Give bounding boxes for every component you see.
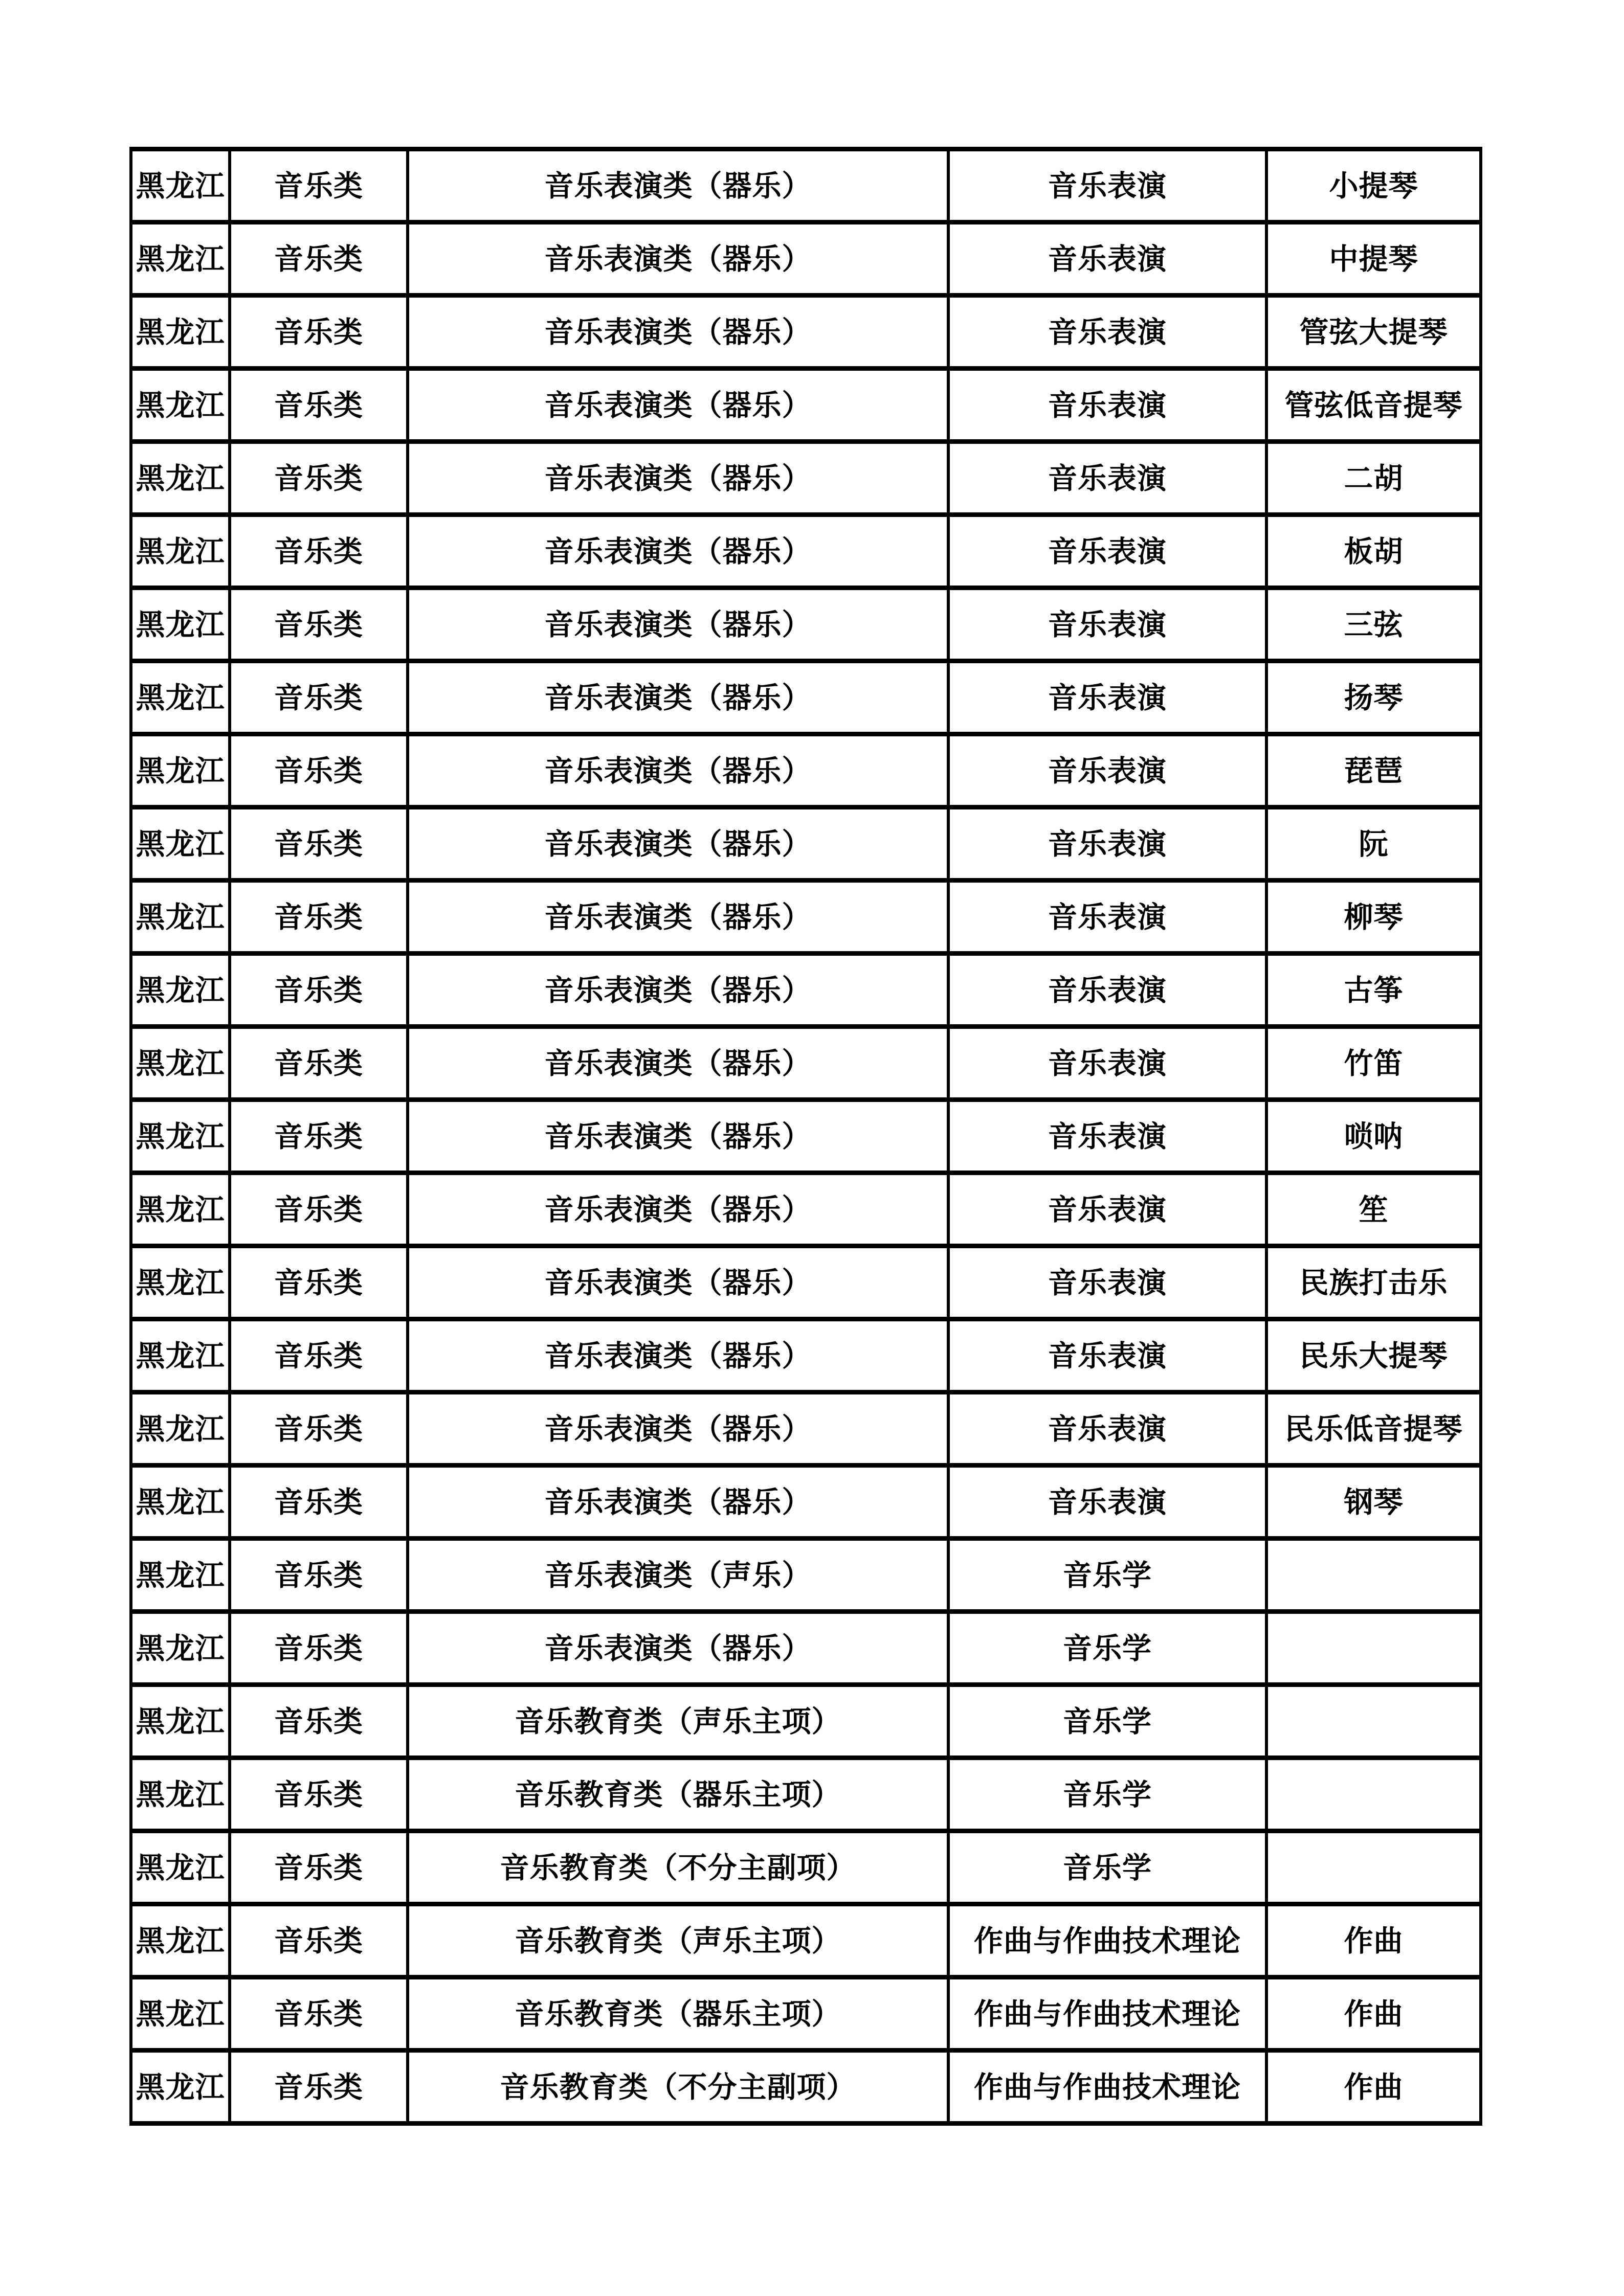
cell-direction: 小提琴	[1266, 149, 1481, 222]
table-row	[131, 1466, 1481, 1539]
cell-direction	[1266, 1758, 1481, 1831]
cell-direction	[1266, 1612, 1481, 1685]
cell-exam_type: 音乐表演类（器乐）	[408, 1100, 948, 1173]
table-row	[131, 442, 1481, 515]
cell-major: 音乐表演	[948, 515, 1266, 588]
cell-province: 黑龙江	[131, 369, 230, 442]
cell-direction: 板胡	[1266, 515, 1481, 588]
cell-category: 音乐类	[230, 369, 408, 442]
cell-major: 音乐表演	[948, 369, 1266, 442]
cell-exam_type: 音乐教育类（不分主副项）	[408, 2051, 948, 2124]
cell-direction: 民乐低音提琴	[1266, 1392, 1481, 1466]
cell-direction	[1266, 1539, 1481, 1612]
table-row	[131, 149, 1481, 222]
cell-category: 音乐类	[230, 1685, 408, 1758]
cell-major: 音乐表演	[948, 661, 1266, 734]
cell-major: 音乐表演	[948, 734, 1266, 807]
cell-exam_type: 音乐表演类（声乐）	[408, 1539, 948, 1612]
cell-exam_type: 音乐教育类（声乐主项）	[408, 1904, 948, 1977]
cell-category: 音乐类	[230, 588, 408, 661]
cell-category: 音乐类	[230, 1466, 408, 1539]
cell-major: 音乐表演	[948, 296, 1266, 369]
cell-province: 黑龙江	[131, 149, 230, 222]
subjects-table-body	[131, 149, 1481, 2124]
cell-major: 音乐学	[948, 1612, 1266, 1685]
cell-category: 音乐类	[230, 1539, 408, 1612]
cell-major: 音乐表演	[948, 1392, 1266, 1466]
cell-category: 音乐类	[230, 1977, 408, 2051]
cell-province: 黑龙江	[131, 1100, 230, 1173]
cell-exam_type: 音乐表演类（器乐）	[408, 1319, 948, 1392]
table-row	[131, 515, 1481, 588]
cell-exam_type: 音乐表演类（器乐）	[408, 1027, 948, 1100]
cell-major: 音乐学	[948, 1831, 1266, 1904]
cell-exam_type: 音乐表演类（器乐）	[408, 661, 948, 734]
cell-direction: 三弦	[1266, 588, 1481, 661]
cell-exam_type: 音乐表演类（器乐）	[408, 881, 948, 954]
cell-direction: 钢琴	[1266, 1466, 1481, 1539]
cell-province: 黑龙江	[131, 1466, 230, 1539]
cell-category: 音乐类	[230, 222, 408, 296]
cell-category: 音乐类	[230, 149, 408, 222]
cell-exam_type: 音乐表演类（器乐）	[408, 588, 948, 661]
cell-category: 音乐类	[230, 661, 408, 734]
cell-province: 黑龙江	[131, 1612, 230, 1685]
cell-direction: 琵琶	[1266, 734, 1481, 807]
cell-direction: 柳琴	[1266, 881, 1481, 954]
cell-direction: 作曲	[1266, 2051, 1481, 2124]
cell-direction: 唢呐	[1266, 1100, 1481, 1173]
cell-major: 音乐表演	[948, 442, 1266, 515]
table-row	[131, 369, 1481, 442]
cell-category: 音乐类	[230, 1246, 408, 1319]
cell-province: 黑龙江	[131, 1831, 230, 1904]
table-row	[131, 1977, 1481, 2051]
table-row	[131, 1612, 1481, 1685]
table-row	[131, 734, 1481, 807]
cell-province: 黑龙江	[131, 222, 230, 296]
cell-category: 音乐类	[230, 442, 408, 515]
cell-category: 音乐类	[230, 1319, 408, 1392]
cell-direction: 阮	[1266, 807, 1481, 881]
cell-direction: 中提琴	[1266, 222, 1481, 296]
cell-direction: 作曲	[1266, 1904, 1481, 1977]
cell-exam_type: 音乐教育类（不分主副项）	[408, 1831, 948, 1904]
table-row	[131, 1685, 1481, 1758]
cell-category: 音乐类	[230, 1904, 408, 1977]
cell-exam_type: 音乐表演类（器乐）	[408, 515, 948, 588]
cell-category: 音乐类	[230, 1758, 408, 1831]
cell-province: 黑龙江	[131, 1539, 230, 1612]
cell-province: 黑龙江	[131, 1904, 230, 1977]
cell-province: 黑龙江	[131, 954, 230, 1027]
cell-direction: 民乐大提琴	[1266, 1319, 1481, 1392]
table-row	[131, 222, 1481, 296]
cell-exam_type: 音乐表演类（器乐）	[408, 369, 948, 442]
cell-province: 黑龙江	[131, 1027, 230, 1100]
cell-major: 音乐表演	[948, 1246, 1266, 1319]
cell-direction: 民族打击乐	[1266, 1246, 1481, 1319]
table-row	[131, 588, 1481, 661]
cell-major: 音乐表演	[948, 1173, 1266, 1246]
cell-category: 音乐类	[230, 1392, 408, 1466]
cell-province: 黑龙江	[131, 296, 230, 369]
table-row	[131, 1831, 1481, 1904]
cell-exam_type: 音乐表演类（器乐）	[408, 1612, 948, 1685]
cell-category: 音乐类	[230, 734, 408, 807]
table-row	[131, 881, 1481, 954]
cell-province: 黑龙江	[131, 661, 230, 734]
cell-direction: 管弦低音提琴	[1266, 369, 1481, 442]
cell-category: 音乐类	[230, 515, 408, 588]
table-row	[131, 296, 1481, 369]
table-row	[131, 1392, 1481, 1466]
cell-major: 音乐表演	[948, 222, 1266, 296]
table-row	[131, 807, 1481, 881]
table-row	[131, 954, 1481, 1027]
cell-exam_type: 音乐表演类（器乐）	[408, 1466, 948, 1539]
cell-category: 音乐类	[230, 1100, 408, 1173]
cell-province: 黑龙江	[131, 807, 230, 881]
cell-province: 黑龙江	[131, 442, 230, 515]
cell-province: 黑龙江	[131, 1685, 230, 1758]
cell-major: 音乐表演	[948, 954, 1266, 1027]
cell-province: 黑龙江	[131, 515, 230, 588]
cell-exam_type: 音乐表演类（器乐）	[408, 296, 948, 369]
cell-direction: 作曲	[1266, 1977, 1481, 2051]
cell-major: 音乐表演	[948, 1100, 1266, 1173]
cell-major: 作曲与作曲技术理论	[948, 1904, 1266, 1977]
table-row	[131, 1319, 1481, 1392]
cell-category: 音乐类	[230, 881, 408, 954]
cell-exam_type: 音乐表演类（器乐）	[408, 222, 948, 296]
cell-category: 音乐类	[230, 954, 408, 1027]
cell-category: 音乐类	[230, 1173, 408, 1246]
cell-major: 音乐表演	[948, 1466, 1266, 1539]
cell-category: 音乐类	[230, 1027, 408, 1100]
cell-exam_type: 音乐表演类（器乐）	[408, 734, 948, 807]
table-row	[131, 661, 1481, 734]
cell-exam_type: 音乐教育类（声乐主项）	[408, 1685, 948, 1758]
cell-province: 黑龙江	[131, 1977, 230, 2051]
cell-major: 音乐表演	[948, 149, 1266, 222]
table-row	[131, 1027, 1481, 1100]
cell-major: 作曲与作曲技术理论	[948, 2051, 1266, 2124]
cell-direction: 二胡	[1266, 442, 1481, 515]
cell-exam_type: 音乐教育类（器乐主项）	[408, 1977, 948, 2051]
table-row	[131, 1246, 1481, 1319]
cell-major: 音乐表演	[948, 588, 1266, 661]
cell-exam_type: 音乐表演类（器乐）	[408, 1173, 948, 1246]
cell-province: 黑龙江	[131, 881, 230, 954]
cell-major: 音乐表演	[948, 807, 1266, 881]
exam-subjects-table	[129, 147, 1482, 2126]
cell-major: 音乐学	[948, 1539, 1266, 1612]
cell-category: 音乐类	[230, 807, 408, 881]
cell-province: 黑龙江	[131, 1392, 230, 1466]
cell-province: 黑龙江	[131, 1173, 230, 1246]
cell-exam_type: 音乐表演类（器乐）	[408, 807, 948, 881]
cell-direction	[1266, 1831, 1481, 1904]
cell-province: 黑龙江	[131, 588, 230, 661]
cell-exam_type: 音乐表演类（器乐）	[408, 954, 948, 1027]
cell-major: 音乐表演	[948, 1319, 1266, 1392]
cell-direction	[1266, 1685, 1481, 1758]
table-row	[131, 1904, 1481, 1977]
cell-exam_type: 音乐表演类（器乐）	[408, 1392, 948, 1466]
cell-province: 黑龙江	[131, 2051, 230, 2124]
cell-direction: 古筝	[1266, 954, 1481, 1027]
cell-category: 音乐类	[230, 1612, 408, 1685]
cell-major: 音乐表演	[948, 881, 1266, 954]
cell-major: 音乐学	[948, 1758, 1266, 1831]
table-row	[131, 1100, 1481, 1173]
cell-direction: 竹笛	[1266, 1027, 1481, 1100]
cell-exam_type: 音乐教育类（器乐主项）	[408, 1758, 948, 1831]
table-row	[131, 1173, 1481, 1246]
table-row	[131, 1758, 1481, 1831]
cell-province: 黑龙江	[131, 1758, 230, 1831]
cell-major: 作曲与作曲技术理论	[948, 1977, 1266, 2051]
table-row	[131, 2051, 1481, 2124]
cell-exam_type: 音乐表演类（器乐）	[408, 1246, 948, 1319]
cell-exam_type: 音乐表演类（器乐）	[408, 442, 948, 515]
table-row	[131, 1539, 1481, 1612]
cell-province: 黑龙江	[131, 1246, 230, 1319]
cell-category: 音乐类	[230, 2051, 408, 2124]
cell-major: 音乐表演	[948, 1027, 1266, 1100]
cell-direction: 扬琴	[1266, 661, 1481, 734]
cell-category: 音乐类	[230, 296, 408, 369]
cell-province: 黑龙江	[131, 734, 230, 807]
cell-major: 音乐学	[948, 1685, 1266, 1758]
cell-direction: 管弦大提琴	[1266, 296, 1481, 369]
cell-category: 音乐类	[230, 1831, 408, 1904]
cell-direction: 笙	[1266, 1173, 1481, 1246]
cell-province: 黑龙江	[131, 1319, 230, 1392]
cell-exam_type: 音乐表演类（器乐）	[408, 149, 948, 222]
